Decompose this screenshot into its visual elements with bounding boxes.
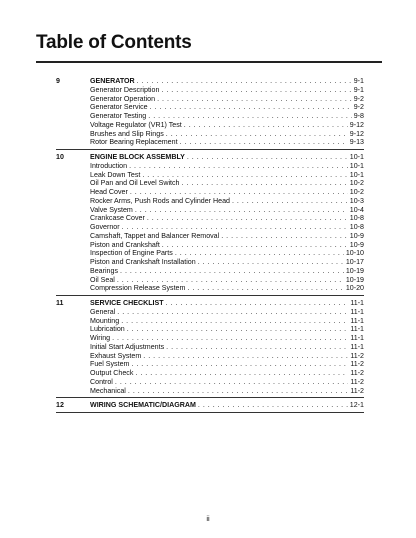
toc-entry[interactable] bbox=[56, 241, 364, 250]
entry-title: Generator Operation bbox=[90, 94, 156, 103]
toc-entry[interactable] bbox=[56, 179, 364, 188]
toc-entry[interactable] bbox=[56, 325, 364, 334]
toc-entry[interactable] bbox=[56, 162, 364, 171]
entry-title: Brushes and Slip Rings bbox=[90, 129, 164, 138]
entry-title: Generator Testing bbox=[90, 112, 147, 120]
toc-entry[interactable] bbox=[56, 249, 364, 258]
dot-leader bbox=[148, 112, 351, 121]
toc-entry[interactable] bbox=[56, 103, 364, 112]
entry-page: 10-9 bbox=[349, 240, 364, 249]
entry-title: Camshaft, Tappet and Balancer Removal bbox=[90, 231, 220, 240]
section-page: 9-1 bbox=[353, 77, 364, 85]
dot-leader bbox=[135, 206, 348, 215]
section-number: 12 bbox=[56, 401, 64, 410]
entry-title: General bbox=[90, 307, 116, 316]
entry-page: 11-2 bbox=[350, 386, 364, 395]
entry-page: 9-12 bbox=[349, 129, 364, 138]
dot-leader bbox=[122, 223, 348, 232]
entry-title: Fuel System bbox=[90, 360, 130, 369]
section-page: 11-1 bbox=[350, 299, 364, 307]
entry-page: 9-12 bbox=[349, 120, 364, 129]
entry-page: 9-2 bbox=[353, 103, 364, 112]
dot-leader bbox=[129, 162, 348, 171]
entry-page: 11-1 bbox=[350, 334, 364, 342]
section-title: GENERATOR bbox=[90, 77, 135, 85]
dot-leader bbox=[184, 121, 348, 130]
toc-entry[interactable] bbox=[56, 171, 364, 180]
entry-page: 11-2 bbox=[350, 360, 364, 369]
dot-leader bbox=[117, 308, 348, 317]
section-number: 9 bbox=[56, 77, 60, 85]
section-page: 12-1 bbox=[349, 401, 364, 410]
dot-leader bbox=[131, 360, 348, 369]
toc-section-9 bbox=[56, 77, 364, 150]
toc-entry[interactable] bbox=[56, 334, 364, 343]
entry-title: Oil Pan and Oil Level Switch bbox=[90, 179, 180, 188]
entry-title: Wiring bbox=[90, 334, 111, 342]
entry-page: 10-20 bbox=[345, 284, 364, 293]
dot-leader bbox=[187, 153, 348, 162]
entry-title: Compression Release System bbox=[90, 284, 186, 293]
entry-title: Generator Service bbox=[90, 103, 148, 112]
section-title: SERVICE CHECKLIST bbox=[90, 299, 164, 307]
entry-page: 9-8 bbox=[353, 112, 364, 120]
toc-entry[interactable] bbox=[56, 86, 364, 95]
dot-leader bbox=[166, 343, 348, 352]
dot-leader bbox=[127, 325, 349, 334]
entry-page: 10-8 bbox=[349, 214, 364, 223]
entry-title: Valve System bbox=[90, 205, 133, 214]
dot-leader bbox=[166, 299, 349, 308]
toc-entry[interactable] bbox=[56, 317, 364, 326]
toc-entry[interactable] bbox=[56, 284, 364, 293]
toc-entry[interactable] bbox=[56, 360, 364, 369]
page-number: ii bbox=[206, 514, 210, 523]
dot-leader bbox=[221, 232, 348, 241]
toc-entry[interactable] bbox=[56, 138, 364, 147]
entry-title: Rotor Bearing Replacement bbox=[90, 138, 178, 147]
toc-entry[interactable] bbox=[56, 223, 364, 232]
toc-entry[interactable] bbox=[56, 258, 364, 267]
toc-section-heading[interactable] bbox=[56, 299, 364, 308]
toc-entry[interactable] bbox=[56, 267, 364, 276]
entry-title: Inspection of Engine Parts bbox=[90, 249, 173, 258]
dot-leader bbox=[150, 103, 352, 112]
dot-leader bbox=[161, 86, 351, 95]
entry-title: Control bbox=[90, 377, 113, 386]
entry-title: Head Cover bbox=[90, 188, 128, 196]
entry-page: 10-2 bbox=[349, 188, 364, 196]
dot-leader bbox=[135, 369, 348, 378]
dot-leader bbox=[198, 401, 348, 410]
dot-leader bbox=[112, 334, 348, 343]
entry-page: 10-2 bbox=[349, 179, 364, 188]
dot-leader bbox=[187, 284, 343, 293]
toc-entry[interactable] bbox=[56, 387, 364, 396]
entry-page: 10-9 bbox=[349, 231, 364, 240]
entry-page: 10-19 bbox=[345, 275, 364, 284]
entry-page: 10-4 bbox=[349, 205, 364, 214]
toc-entry[interactable] bbox=[56, 276, 364, 285]
dot-leader bbox=[157, 95, 352, 104]
entry-page: 11-2 bbox=[350, 351, 364, 360]
entry-title: Piston and Crankshaft bbox=[90, 240, 160, 249]
toc-entry[interactable] bbox=[56, 197, 364, 206]
entry-title: Oil Seal bbox=[90, 275, 115, 284]
toc-section-heading[interactable] bbox=[56, 153, 364, 162]
entry-page: 10-17 bbox=[345, 258, 364, 266]
entry-page: 10-3 bbox=[349, 196, 364, 205]
toc-entry[interactable] bbox=[56, 95, 364, 104]
section-number: 11 bbox=[56, 299, 64, 307]
dot-leader bbox=[162, 241, 348, 250]
entry-page: 11-1 bbox=[350, 316, 364, 325]
entry-title: Piston and Crankshaft Installation bbox=[90, 258, 196, 266]
toc-entry[interactable] bbox=[56, 112, 364, 121]
entry-page: 10-1 bbox=[349, 170, 364, 179]
section-title: ENGINE BLOCK ASSEMBLY bbox=[90, 153, 185, 161]
dot-leader bbox=[142, 171, 347, 180]
entry-page: 9-2 bbox=[353, 94, 364, 103]
table-of-contents bbox=[56, 74, 364, 413]
toc-section-10 bbox=[56, 153, 364, 296]
dot-leader bbox=[175, 249, 344, 258]
page-title: Table of Contents bbox=[36, 32, 192, 53]
toc-section-heading[interactable] bbox=[56, 77, 364, 86]
entry-title: Voltage Regulator (VR1) Test bbox=[90, 120, 182, 129]
toc-section-heading[interactable] bbox=[56, 401, 364, 410]
dot-leader bbox=[121, 317, 348, 326]
toc-entry[interactable] bbox=[56, 378, 364, 387]
dot-leader bbox=[117, 276, 344, 285]
toc-entry[interactable] bbox=[56, 206, 364, 215]
entry-title: Mounting bbox=[90, 316, 120, 325]
entry-title: Mechanical bbox=[90, 386, 126, 395]
entry-title: Introduction bbox=[90, 161, 128, 170]
dot-leader bbox=[120, 267, 344, 276]
dot-leader bbox=[143, 352, 348, 361]
toc-entry[interactable] bbox=[56, 214, 364, 223]
entry-page: 10-1 bbox=[349, 161, 364, 170]
toc-section-11 bbox=[56, 299, 364, 398]
dot-leader bbox=[232, 197, 348, 206]
entry-page: 9-1 bbox=[353, 85, 364, 94]
toc-entry[interactable] bbox=[56, 232, 364, 241]
section-number: 10 bbox=[56, 153, 64, 161]
entry-title: Crankcase Cover bbox=[90, 214, 145, 223]
toc-entry[interactable] bbox=[56, 121, 364, 130]
entry-page: 11-1 bbox=[350, 325, 364, 334]
toc-entry[interactable] bbox=[56, 130, 364, 139]
entry-title: Lubrication bbox=[90, 325, 125, 334]
entry-page: 11-1 bbox=[350, 307, 364, 316]
dot-leader bbox=[180, 138, 348, 147]
title-divider bbox=[36, 61, 382, 63]
toc-section-12 bbox=[56, 401, 364, 413]
entry-title: Governor bbox=[90, 223, 120, 231]
entry-page: 9-13 bbox=[349, 138, 364, 147]
dot-leader bbox=[147, 214, 348, 223]
toc-entry[interactable] bbox=[56, 369, 364, 378]
dot-leader bbox=[130, 188, 348, 197]
entry-page: 10-8 bbox=[349, 223, 364, 231]
entry-page: 11-1 bbox=[350, 342, 364, 351]
entry-title: Leak Down Test bbox=[90, 170, 141, 179]
dot-leader bbox=[198, 258, 344, 267]
dot-leader bbox=[137, 77, 352, 86]
entry-title: Output Check bbox=[90, 369, 134, 377]
toc-entry[interactable] bbox=[56, 188, 364, 197]
toc-entry[interactable] bbox=[56, 343, 364, 352]
entry-page: 11-2 bbox=[350, 377, 364, 386]
entry-title: Bearings bbox=[90, 266, 118, 275]
toc-entry[interactable] bbox=[56, 308, 364, 317]
dot-leader bbox=[128, 387, 348, 396]
section-title: WIRING SCHEMATIC/DIAGRAM bbox=[90, 401, 196, 410]
entry-page: 10-10 bbox=[345, 249, 364, 258]
entry-title: Initial Start Adjustments bbox=[90, 342, 165, 351]
entry-page: 10-19 bbox=[345, 266, 364, 275]
dot-leader bbox=[182, 179, 348, 188]
entry-page: 11-2 bbox=[350, 369, 364, 377]
dot-leader bbox=[166, 130, 348, 139]
toc-entry[interactable] bbox=[56, 352, 364, 361]
dot-leader bbox=[115, 378, 348, 387]
entry-title: Generator Description bbox=[90, 85, 160, 94]
entry-title: Rocker Arms, Push Rods and Cylinder Head bbox=[90, 196, 230, 205]
section-page: 10-1 bbox=[349, 153, 364, 161]
entry-title: Exhaust System bbox=[90, 351, 142, 360]
